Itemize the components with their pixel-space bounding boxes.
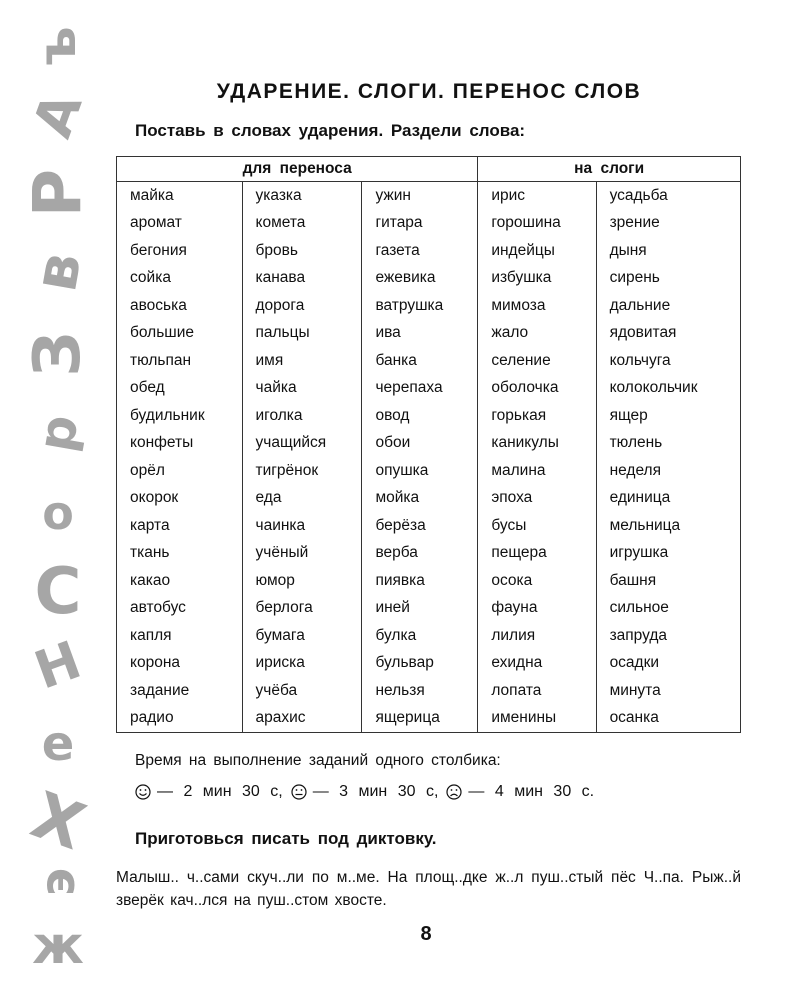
word-hyphenation-cell: пальцы [242,320,362,348]
table-row [117,705,741,733]
word-syllable-cell: осока [478,567,596,595]
word-hyphenation-cell: ива [362,320,478,348]
word-table [116,156,741,733]
word-syllable-cell: тюлень [596,430,740,458]
word-syllable-cell: эпоха [478,485,596,513]
word-syllable-cell: ехидна [478,650,596,678]
table-row [117,210,741,238]
word-syllable-cell: лопата [478,677,596,705]
table-row [117,540,741,568]
word-hyphenation-cell: пиявка [362,567,478,595]
word-hyphenation-cell: канава [242,265,362,293]
word-syllable-cell: жало [478,320,596,348]
word-syllable-cell: мельница [596,512,740,540]
word-syllable-cell: бусы [478,512,596,540]
decorative-alphabet-strip [18,20,98,980]
dictation-text: Малыш.. ч..сами скуч..ли по м..ме. На площ..дке ж..л пуш..стый пёс Ч..па. Рыж..й зверёк кач..лся на пуш..стом хвосте. [116,869,741,909]
word-hyphenation-cell: окорок [117,485,243,513]
decor-letter: С [34,555,82,629]
word-syllable-cell: колокольчик [596,375,740,403]
decor-letter: Х [22,778,94,866]
time-option-text: — 4 мин 30 с. [468,783,595,800]
table-row [117,402,741,430]
word-hyphenation-cell: ткань [117,540,243,568]
word-hyphenation-cell: чаинка [242,512,362,540]
header-syllables: на слоги [478,157,741,182]
decor-letter: ж [32,916,84,976]
word-syllable-cell: мимоза [478,292,596,320]
word-hyphenation-cell: капля [117,622,243,650]
word-hyphenation-cell: обои [362,430,478,458]
neutral-face-icon [291,784,307,800]
word-hyphenation-cell: указка [242,182,362,210]
word-hyphenation-cell: автобус [117,595,243,623]
word-syllable-cell: усадьба [596,182,740,210]
word-hyphenation-cell: черепаха [362,375,478,403]
decor-letter: э [30,867,86,897]
table-row [117,320,741,348]
word-hyphenation-cell: радио [117,705,243,733]
decor-letter: е [41,716,75,772]
word-hyphenation-cell: нельзя [362,677,478,705]
word-hyphenation-cell: верба [362,540,478,568]
word-hyphenation-cell: задание [117,677,243,705]
word-hyphenation-cell: еда [242,485,362,513]
word-hyphenation-cell: учащийся [242,430,362,458]
page-title: УДАРЕНИЕ. СЛОГИ. ПЕРЕНОС СЛОВ [216,80,642,103]
decor-letter: ъ [28,26,88,66]
word-syllable-cell: дыня [596,237,740,265]
word-hyphenation-cell: сойка [117,265,243,293]
table-header-row [117,157,741,182]
word-syllable-cell: осадки [596,650,740,678]
word-hyphenation-cell: тюльпан [117,347,243,375]
word-syllable-cell: сирень [596,265,740,293]
time-option-text: — 3 мин 30 с, [312,783,439,800]
decor-letter: Р [19,168,96,218]
word-syllable-cell: неделя [596,457,740,485]
decor-letter: р [26,410,90,456]
word-syllable-cell: ящер [596,402,740,430]
word-hyphenation-cell: опушка [362,457,478,485]
word-hyphenation-cell: корона [117,650,243,678]
decor-letter: А [20,84,95,146]
word-syllable-cell: горькая [478,402,596,430]
word-hyphenation-cell: комета [242,210,362,238]
task-instruction: Поставь в словах ударения. Раздели слова: [135,121,526,140]
word-hyphenation-cell: майка [117,182,243,210]
word-syllable-cell: башня [596,567,740,595]
word-syllable-cell: осанка [596,705,740,733]
word-hyphenation-cell: учёба [242,677,362,705]
word-hyphenation-cell: орёл [117,457,243,485]
word-hyphenation-cell: дорога [242,292,362,320]
word-hyphenation-cell: бровь [242,237,362,265]
word-syllable-cell: ирис [478,182,596,210]
word-syllable-cell: малина [478,457,596,485]
word-syllable-cell: запруда [596,622,740,650]
decor-letter: о [42,486,74,540]
word-syllable-cell: пещера [478,540,596,568]
word-syllable-cell: именины [478,705,596,733]
word-syllable-cell: лилия [478,622,596,650]
word-hyphenation-cell: берёза [362,512,478,540]
word-hyphenation-cell: ежевика [362,265,478,293]
table-row [117,567,741,595]
word-hyphenation-cell: газета [362,237,478,265]
decor-letter: Н [27,630,89,702]
word-hyphenation-cell: ириска [242,650,362,678]
word-syllable-cell: дальние [596,292,740,320]
word-hyphenation-cell: аромат [117,210,243,238]
word-hyphenation-cell: ящерица [362,705,478,733]
word-hyphenation-cell: тигрёнок [242,457,362,485]
table-row [117,512,741,540]
decor-letter: З [21,331,95,377]
dictation-title: Приготовься писать под диктовку. [135,829,437,848]
decor-letter: в [20,247,96,297]
word-syllable-cell: сильное [596,595,740,623]
word-hyphenation-cell: берлога [242,595,362,623]
word-hyphenation-cell: авоська [117,292,243,320]
word-hyphenation-cell: бульвар [362,650,478,678]
word-syllable-cell: горошина [478,210,596,238]
word-hyphenation-cell: будильник [117,402,243,430]
table-row [117,430,741,458]
word-hyphenation-cell: какао [117,567,243,595]
table-row [117,485,741,513]
word-hyphenation-cell: гитара [362,210,478,238]
word-syllable-cell: каникулы [478,430,596,458]
word-hyphenation-cell: овод [362,402,478,430]
word-syllable-cell: зрение [596,210,740,238]
table-row [117,650,741,678]
word-hyphenation-cell: имя [242,347,362,375]
word-hyphenation-cell: обед [117,375,243,403]
time-note: Время на выполнение заданий одного столбика: [135,752,501,769]
table-row [117,265,741,293]
word-hyphenation-cell: иголка [242,402,362,430]
word-hyphenation-cell: ватрушка [362,292,478,320]
table-row [117,595,741,623]
time-option-text: — 2 мин 30 с, [157,783,283,800]
word-syllable-cell: игрушка [596,540,740,568]
word-syllable-cell: оболочка [478,375,596,403]
word-hyphenation-cell: арахис [242,705,362,733]
word-hyphenation-cell: ужин [362,182,478,210]
sad-face-icon [446,784,462,800]
table-row [117,182,741,210]
word-syllable-cell: индейцы [478,237,596,265]
table-row [117,677,741,705]
time-options [135,783,602,801]
smile-face-icon [135,784,151,800]
word-hyphenation-cell: иней [362,595,478,623]
header-hyphenation: для переноса [117,157,478,182]
word-hyphenation-cell: карта [117,512,243,540]
word-syllable-cell: фауна [478,595,596,623]
word-syllable-cell: селение [478,347,596,375]
word-hyphenation-cell: конфеты [117,430,243,458]
table-row [117,292,741,320]
word-hyphenation-cell: учёный [242,540,362,568]
word-hyphenation-cell: мойка [362,485,478,513]
table-row [117,237,741,265]
word-syllable-cell: избушка [478,265,596,293]
word-hyphenation-cell: юмор [242,567,362,595]
word-hyphenation-cell: банка [362,347,478,375]
table-row [117,622,741,650]
word-hyphenation-cell: бумага [242,622,362,650]
table-row [117,457,741,485]
word-syllable-cell: кольчуга [596,347,740,375]
table-row [117,347,741,375]
word-hyphenation-cell: бегония [117,237,243,265]
word-hyphenation-cell: чайка [242,375,362,403]
page-number: 8 [420,923,432,945]
table-row [117,375,741,403]
word-syllable-cell: единица [596,485,740,513]
word-hyphenation-cell: большие [117,320,243,348]
word-syllable-cell: минута [596,677,740,705]
word-hyphenation-cell: булка [362,622,478,650]
word-syllable-cell: ядовитая [596,320,740,348]
